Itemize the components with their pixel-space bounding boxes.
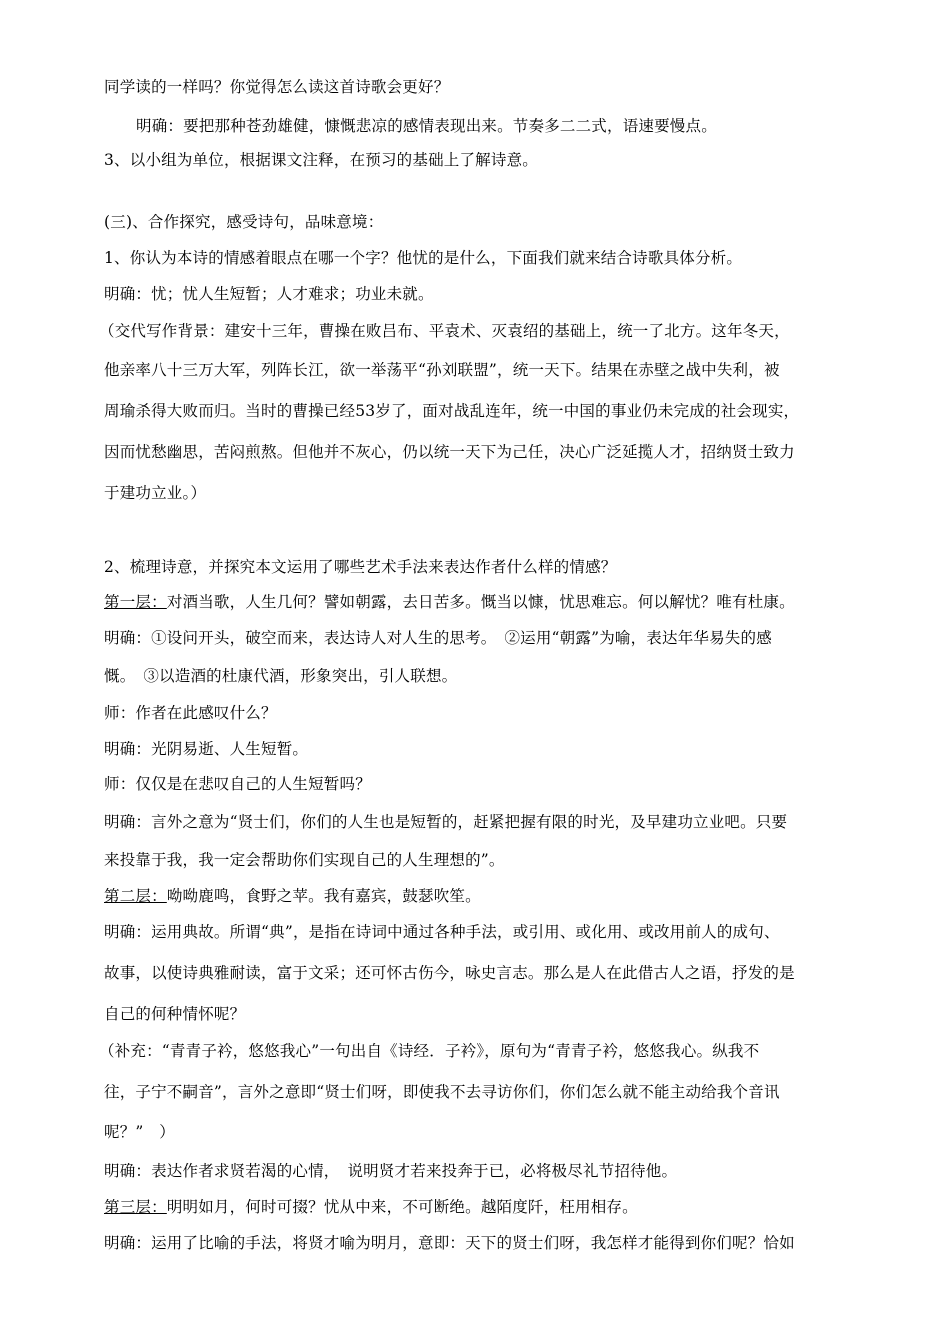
text-line: 他亲率八十三万大军，列阵长江，欲一举荡平“孙刘联盟”，统一天下。结果在赤壁之战中失利，被	[104, 361, 780, 379]
text-line: 明确：言外之意为“贤士们，你们的人生也是短暂的，赶紧把握有限的时光，及早建功立业吧。只要	[104, 813, 788, 831]
layer-label: 第一层：	[104, 593, 167, 611]
poem-text: 对酒当歌，人生几何？譬如朝露，去日苦多。慨当以慷，忧思难忘。何以解忧？唯有杜康。	[166, 593, 795, 611]
text-line: 同学读的一样吗？你觉得怎么读这首诗歌会更好？	[104, 78, 450, 96]
poem-text: 呦呦鹿鸣，食野之苹。我有嘉宾，鼓瑟吹笙。	[166, 887, 481, 905]
layer-label: 第三层：	[104, 1198, 167, 1216]
text-line: （补充：“青青子衿，悠悠我心”一句出自《诗经．子衿》，原句为“青青子衿，悠悠我心。纵我不	[99, 1042, 760, 1060]
stanza-line	[104, 1197, 638, 1217]
text-line: 3、以小组为单位，根据课文注释，在预习的基础上了解诗意。	[104, 151, 538, 169]
text-line: 明确：要把那种苍劲雄健，慷慨悲凉的感情表现出来。节奏多二二式，语速要慢点。	[136, 117, 717, 135]
section-heading: (三)、合作探究，感受诗句，品味意境：	[104, 213, 384, 231]
text-line: 自己的何种情怀呢？	[104, 1005, 246, 1023]
text-line: 明确：运用了比喻的手法，将贤才喻为明月，意即：天下的贤士们呀，我怎样才能得到你们呢？恰如	[104, 1234, 795, 1252]
question-line: 1、你认为本诗的情感着眼点在哪一个字？他忧的是什么，下面我们就来结合诗歌具体分析。	[104, 249, 743, 267]
text-line: 来投靠于我，我一定会帮助你们实现自己的人生理想的”。	[104, 851, 505, 869]
text-line: 师：仅仅是在悲叹自己的人生短暂吗？	[104, 775, 371, 793]
text-line: 慨。 ③以造酒的杜康代酒，形象突出，引人联想。	[104, 667, 458, 685]
text-line: 师：作者在此感叹什么？	[104, 704, 277, 722]
stanza-line	[104, 886, 481, 906]
text-line: 呢？” ）	[104, 1123, 175, 1141]
text-line: 往，子宁不嗣音”，言外之意即“贤士们呀，即使我不去寻访你们，你们怎么就不能主动给我个音讯	[104, 1083, 780, 1101]
stanza-line	[104, 592, 795, 612]
text-line: 明确：光阴易逝、人生短暂。	[104, 740, 309, 758]
question-line: 2、梳理诗意，并探究本文运用了哪些艺术手法来表达作者什么样的情感？	[104, 558, 617, 576]
text-line: 明确：①设问开头，破空而来，表达诗人对人生的思考。 ②运用“朝露”为喻，表达年华易失的感	[104, 629, 772, 647]
text-line: 故事，以使诗典雅耐读，富于文采；还可怀古伤今，咏史言志。那么是人在此借古人之语，抒发的是	[104, 964, 795, 982]
text-line: 明确：忧；忧人生短暂；人才难求；功业未就。	[104, 285, 434, 303]
text-line: 明确：表达作者求贤若渴的心情， 说明贤才若来投奔于已，必将极尽礼节招待他。	[104, 1162, 678, 1180]
text-line: （交代写作背景：建安十三年，曹操在败吕布、平袁术、灭袁绍的基础上，统一了北方。这年冬天，	[99, 322, 790, 340]
poem-text: 明明如月，何时可掇？忧从中来，不可断绝。越陌度阡，枉用相存。	[166, 1198, 638, 1216]
text-line: 周瑜杀得大败而归。当时的曹操已经53岁了，面对战乱连年，统一中国的事业仍未完成的社会现实，	[104, 402, 800, 420]
text-line: 因而忧愁幽思，苦闷煎熬。但他并不灰心，仍以统一天下为己任，决心广泛延揽人才，招纳贤士致力	[104, 443, 795, 461]
layer-label: 第二层：	[104, 887, 167, 905]
text-line: 明确：运用典故。所谓“典”，是指在诗词中通过各种手法，或引用、或化用、或改用前人的成句、	[104, 923, 780, 941]
text-line: 于建功立业。）	[104, 484, 207, 502]
